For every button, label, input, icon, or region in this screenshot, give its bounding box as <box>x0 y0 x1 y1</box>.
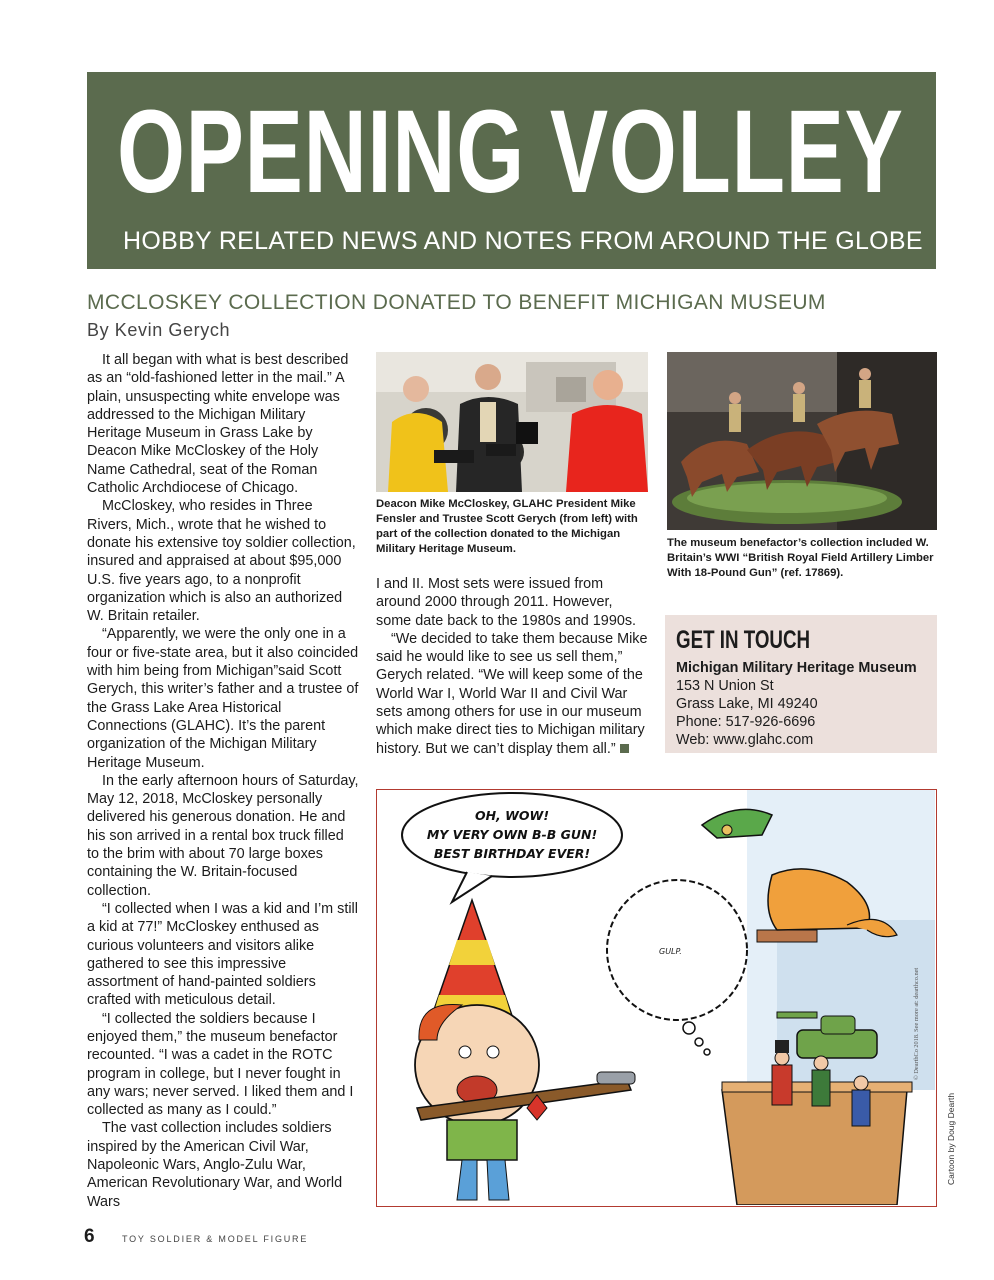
contact-address: 153 N Union St <box>676 678 774 694</box>
contact-city: Grass Lake, MI 49240 <box>676 696 818 712</box>
article-byline: By Kevin Gerych <box>87 320 231 340</box>
contact-web[interactable]: Web: www.glahc.com <box>676 732 814 748</box>
section-banner <box>87 72 936 269</box>
paragraph: McCloskey, who resides in Three Rivers, Mich., wrote that he wished to donate his extensive toy soldier collection, insured and appraised at about $95,000 U.S. five years ago, to a nonprofit organization which is also an authorized W. Britain retailer. <box>87 498 356 625</box>
paragraph: “I collected the soldiers because I enjoyed them,” the museum benefactor recounted. “I was a cadet in the ROTC program in college, but I never fought in any wars; never served. I liked them and I collected as many as I could.” <box>87 1010 354 1119</box>
end-mark-icon <box>620 744 629 753</box>
photo-donation-group <box>376 352 648 492</box>
photo-artillery-set <box>667 352 937 530</box>
speech-line: OH, WOW! <box>474 808 550 823</box>
photo-caption-2: The museum benefactor’s collection included W. Britain’s WWI “British Royal Field Artillery Limber With 18-Pound Gun” (ref. 17869). <box>667 537 934 579</box>
article-column-2 <box>376 575 648 758</box>
magazine-name: TOY SOLDIER & MODEL FIGURE <box>122 1234 309 1244</box>
paragraph-text: “We decided to take them because Mike said he would like to see us sell them,” Gerych related. “We will keep some of the World War I, World War II and Civil War sets among others for use in our museum which make direct ties to Michigan military history. But we can’t display them all.” <box>376 630 648 757</box>
paragraph: The vast collection includes soldiers inspired by the American Civil War, Napoleonic Wars, Anglo-Zulu War, American Revolutionary War, and World Wars <box>87 1120 343 1210</box>
speech-line: MY VERY OWN B-B GUN! <box>426 827 598 842</box>
section-subtitle: HOBBY RELATED NEWS AND NOTES FROM AROUND THE GLOBE <box>123 227 923 255</box>
contact-box <box>665 615 937 753</box>
contact-name: Michigan Military Heritage Museum <box>676 660 917 676</box>
article-column-1 <box>87 351 359 1211</box>
paragraph: It all began with what is best described as an “old-fashioned letter in the mail.” A plain, unsuspecting white envelope was addressed to the Michigan Military Heritage Museum in Grass Lake by Deacon Mike McCloskey of the Holy Name Cathedral, seat of the Roman Catholic Archdiocese of Chicago. <box>87 352 349 497</box>
speech-line: BEST BIRTHDAY EVER! <box>433 846 591 861</box>
paragraph: “I collected when I was a kid and I’m still a kid at 77!” McCloskey enthused as curious volunteers and visitors alike gathered to see this impressive assortment of hand-painted soldiers crafted with meticulous detail. <box>87 900 358 1009</box>
contact-title: GET IN TOUCH <box>676 626 811 654</box>
thought-bubble-text: GULP. <box>659 947 682 956</box>
paragraph: In the early afternoon hours of Saturday, May 12, 2018, McCloskey personally delivered his generous donation. He and his son arrived in a rental box truck filled to the brim with about 70 large boxes containing the W. Britain-focused collection. <box>87 772 359 899</box>
contact-phone: Phone: 517-926-6696 <box>676 714 816 730</box>
paragraph: “Apparently, we were the only one in a four or five-state area, but it also coincided with him being from Michigan”said Scott Gerych, this writer’s father and a trustee of the Grass Lake Area Historical Connections (GLAHC). It’s the parent organization of the Michigan Military Heritage Museum. <box>87 626 359 771</box>
paragraph: I and II. Most sets were issued from around 2000 through 2011. However, some date back to the 1980s and 1990s. <box>376 576 637 629</box>
article-headline: MCCLOSKEY COLLECTION DONATED TO BENEFIT MICHIGAN MUSEUM <box>87 291 826 314</box>
section-title: OPENING VOLLEY <box>117 86 904 218</box>
page-number: 6 <box>84 1226 95 1247</box>
paragraph <box>376 630 648 758</box>
photo-caption-1: Deacon Mike McCloskey, GLAHC President Mike Fensler and Trustee Scott Gerych (from left) with part of the collection donated to the Michigan Military Heritage Museum. <box>376 498 638 555</box>
speech-bubble <box>407 806 617 863</box>
cartoon-copyright: © DearthCo 2018. See more at: dearthco.net <box>913 967 920 1080</box>
cartoon-credit: Cartoon by Doug Dearth <box>946 1092 956 1185</box>
cartoon-illustration <box>376 789 937 1207</box>
